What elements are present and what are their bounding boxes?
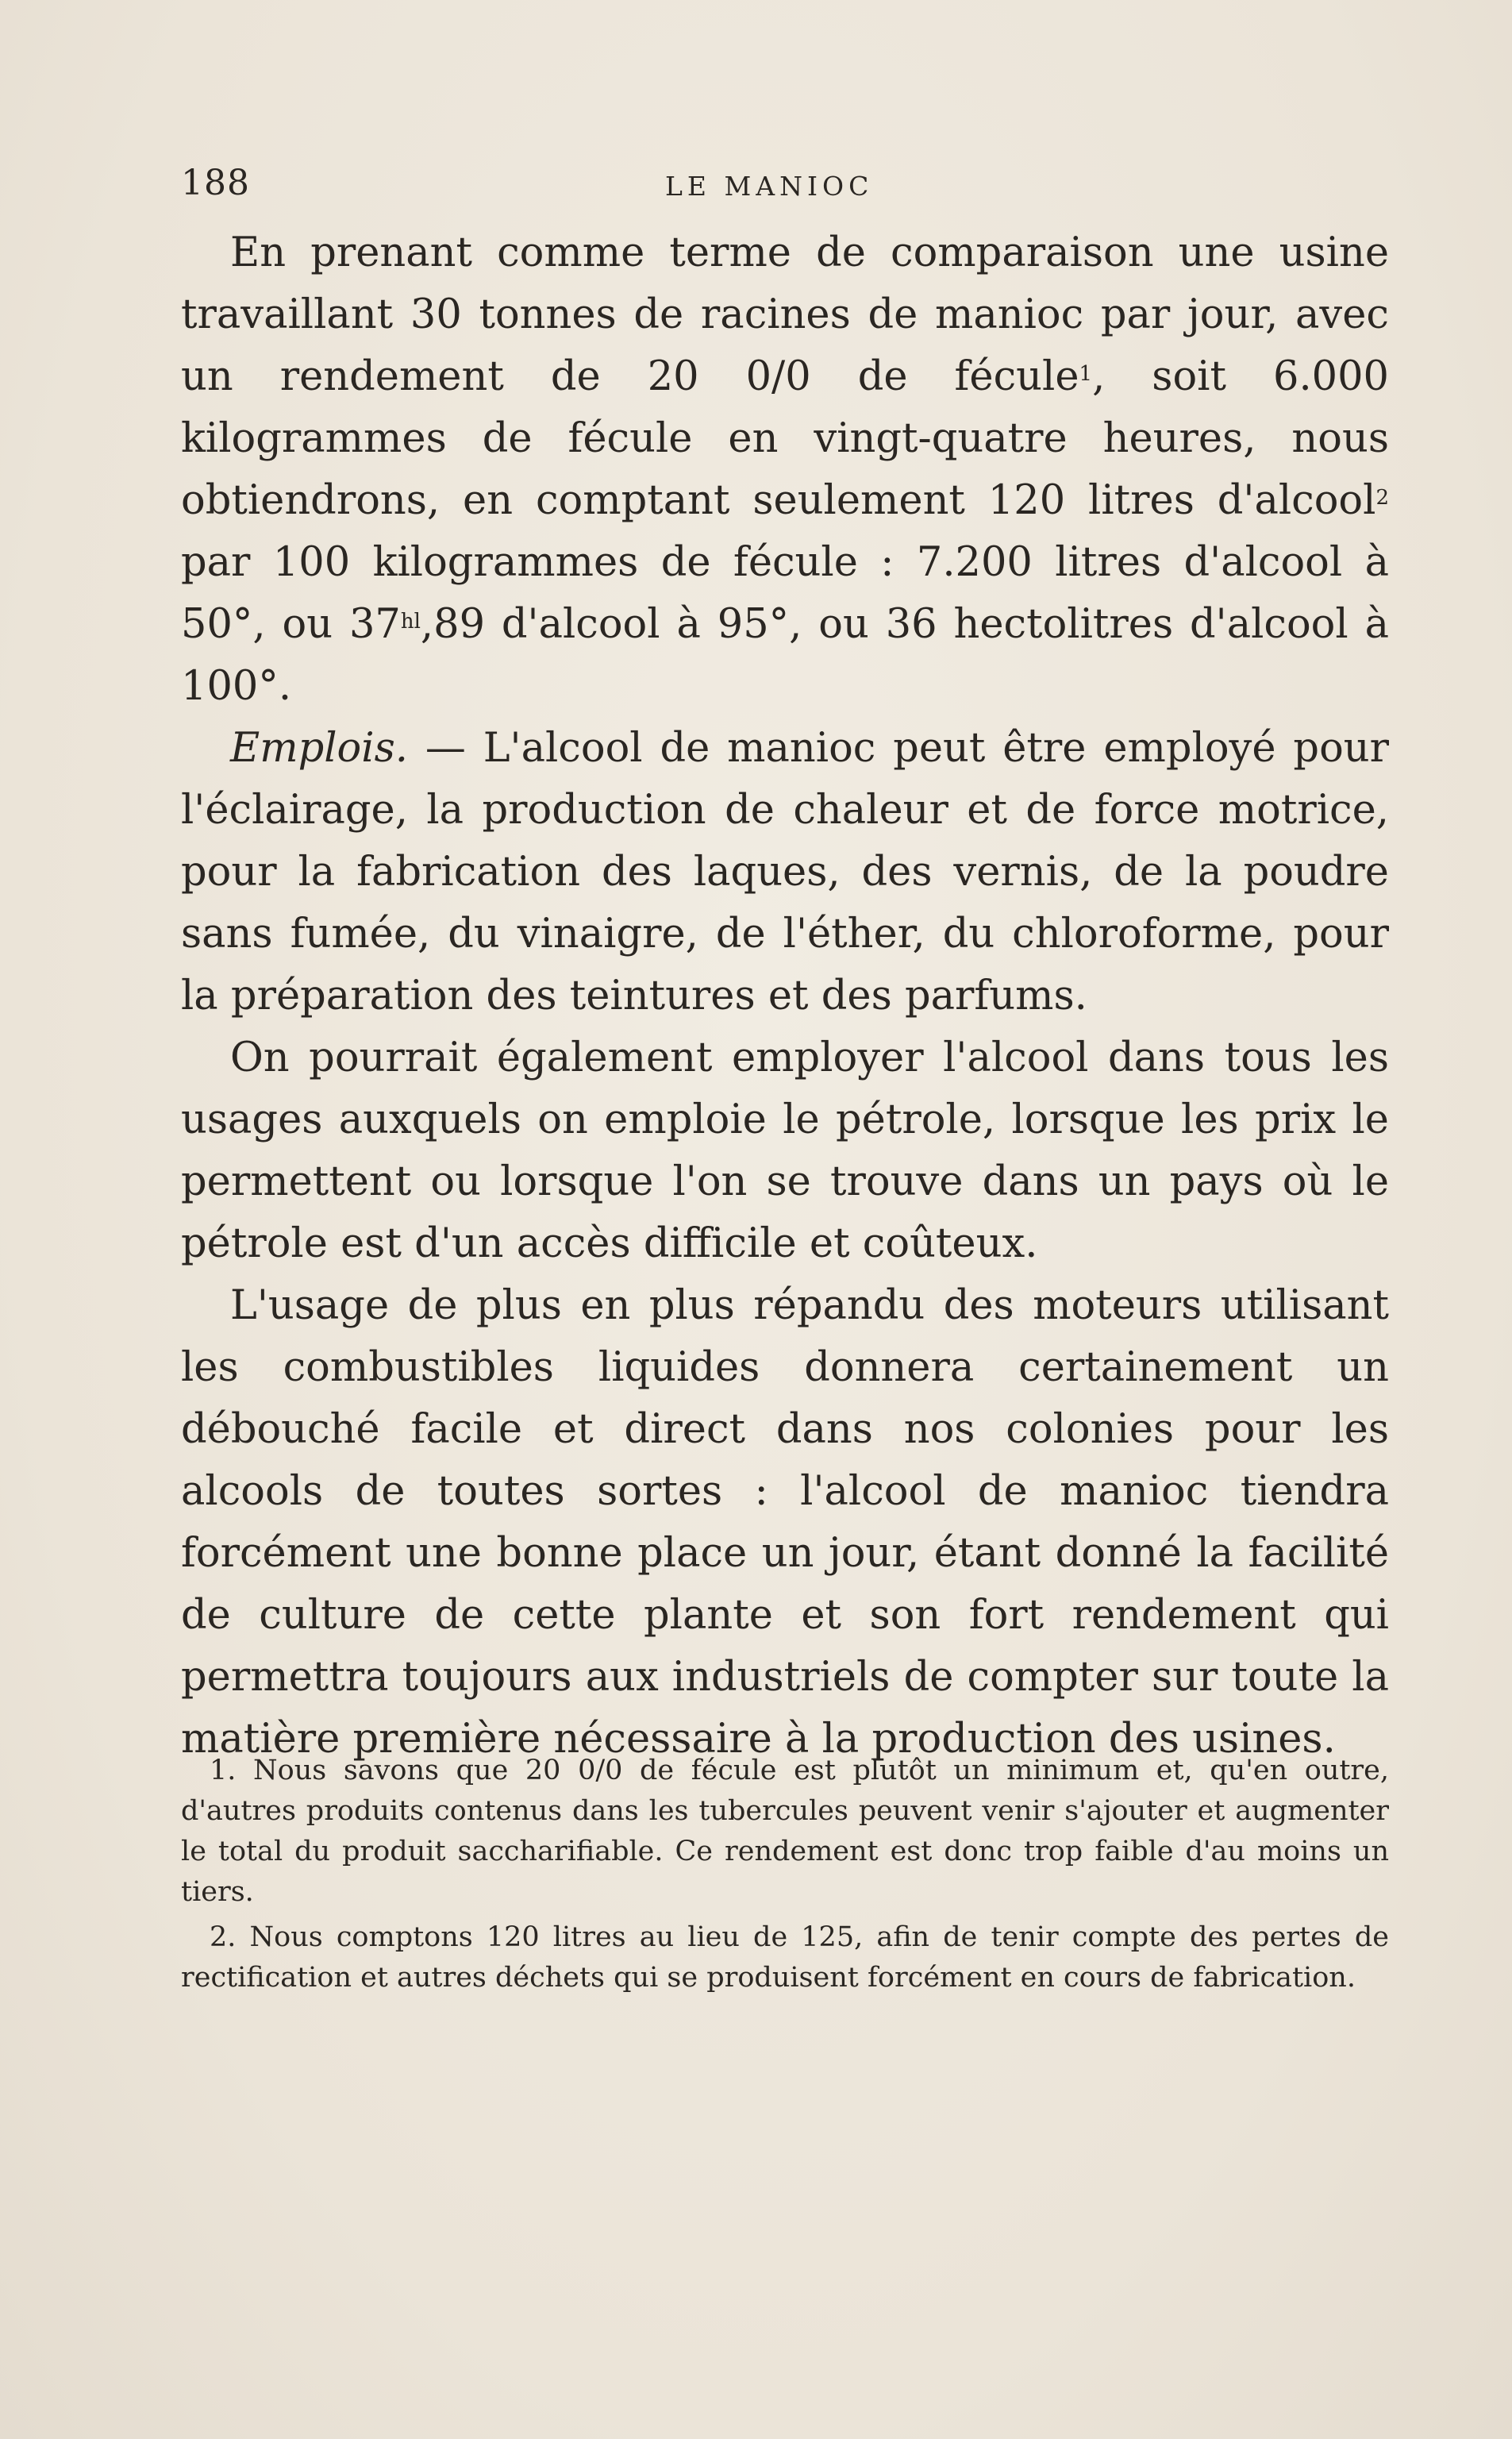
paragraph-moteurs [181,1275,1389,1770]
paragraph-petrole [181,1027,1389,1275]
paragraph-text: On pourrait également employer l'alcool dans tous les usages auxquels on emploie le pétrole, lorsque les prix le permettent ou lorsque l'on se trouve dans un pays où le pétrole est d'un accès difficile et coûteux. [181,1035,1389,1267]
page-number: 188 [181,163,250,203]
paragraph-text: L'usage de plus en plus répandu des moteurs utilisant les combustibles liquides donnera certainement un débouché facile et direct dans nos colonies pour les alcools de toutes sortes : l'alcool de manioc tiendra forcément une bonne place un jour, étant donné la facilité de culture de cette plante et son fort rendement qui permettra toujours aux industriels de compter sur toute la matière première nécessaire à la production des usines. [181,1282,1389,1763]
running-title: LE MANIOC [665,171,874,202]
footnote-2: 2. Nous comptons 120 litres au lieu de 125, afin de tenir compte des pertes de rectification et autres déchets qui se produisent forcément en cours de fabrication. [181,1921,1389,1994]
unit-superscript: hl [400,610,421,634]
paragraph-text: — L'alcool de manioc peut être employé pour l'éclairage, la production de chaleur et de force motrice, pour la fabrication des laques, des vernis, de la poudre sans fumée, du vinaigre, de l'éther, du chloroforme, pour la préparation des teintures et des parfums. [181,725,1389,1019]
paragraph-text: ,89 d'alcool à 95°, ou 36 hectolitres d'alcool à 100°. [181,601,1389,710]
paragraph-text: En prenant comme terme de comparaison une usine travaillant 30 tonnes de racines de manioc par jour, avec un rendement de 20 0/0 de fécule [181,229,1389,400]
paragraph-text: , soit 6.000 kilogrammes de fécule en vingt-quatre heures, nous obtiendrons, en comptant seulement 120 litres d'alcool [181,353,1389,524]
footnote-ref-1: 1 [1079,362,1093,386]
running-head [181,163,1411,210]
footnote-ref-2: 2 [1375,486,1389,510]
footnotes [181,1751,1389,2003]
paragraph-comparison [181,222,1389,718]
paragraph-emplois [181,718,1389,1027]
body-text [181,222,1389,1770]
footnote-1: 1. Nous savons que 20 0/0 de fécule est plutôt un minimum et, qu'en outre, d'autres produits contenus dans les tubercules peuvent venir s'ajouter et augmenter le total du produit saccharifiable. Ce rendement est donc trop faible d'au moins un tiers. [181,1755,1389,1908]
section-lead: Emplois. [230,725,408,772]
paragraph-text: par 100 kilogrammes de fécule : 7.200 litres d'alcool à 50°, ou 37 [181,539,1389,648]
